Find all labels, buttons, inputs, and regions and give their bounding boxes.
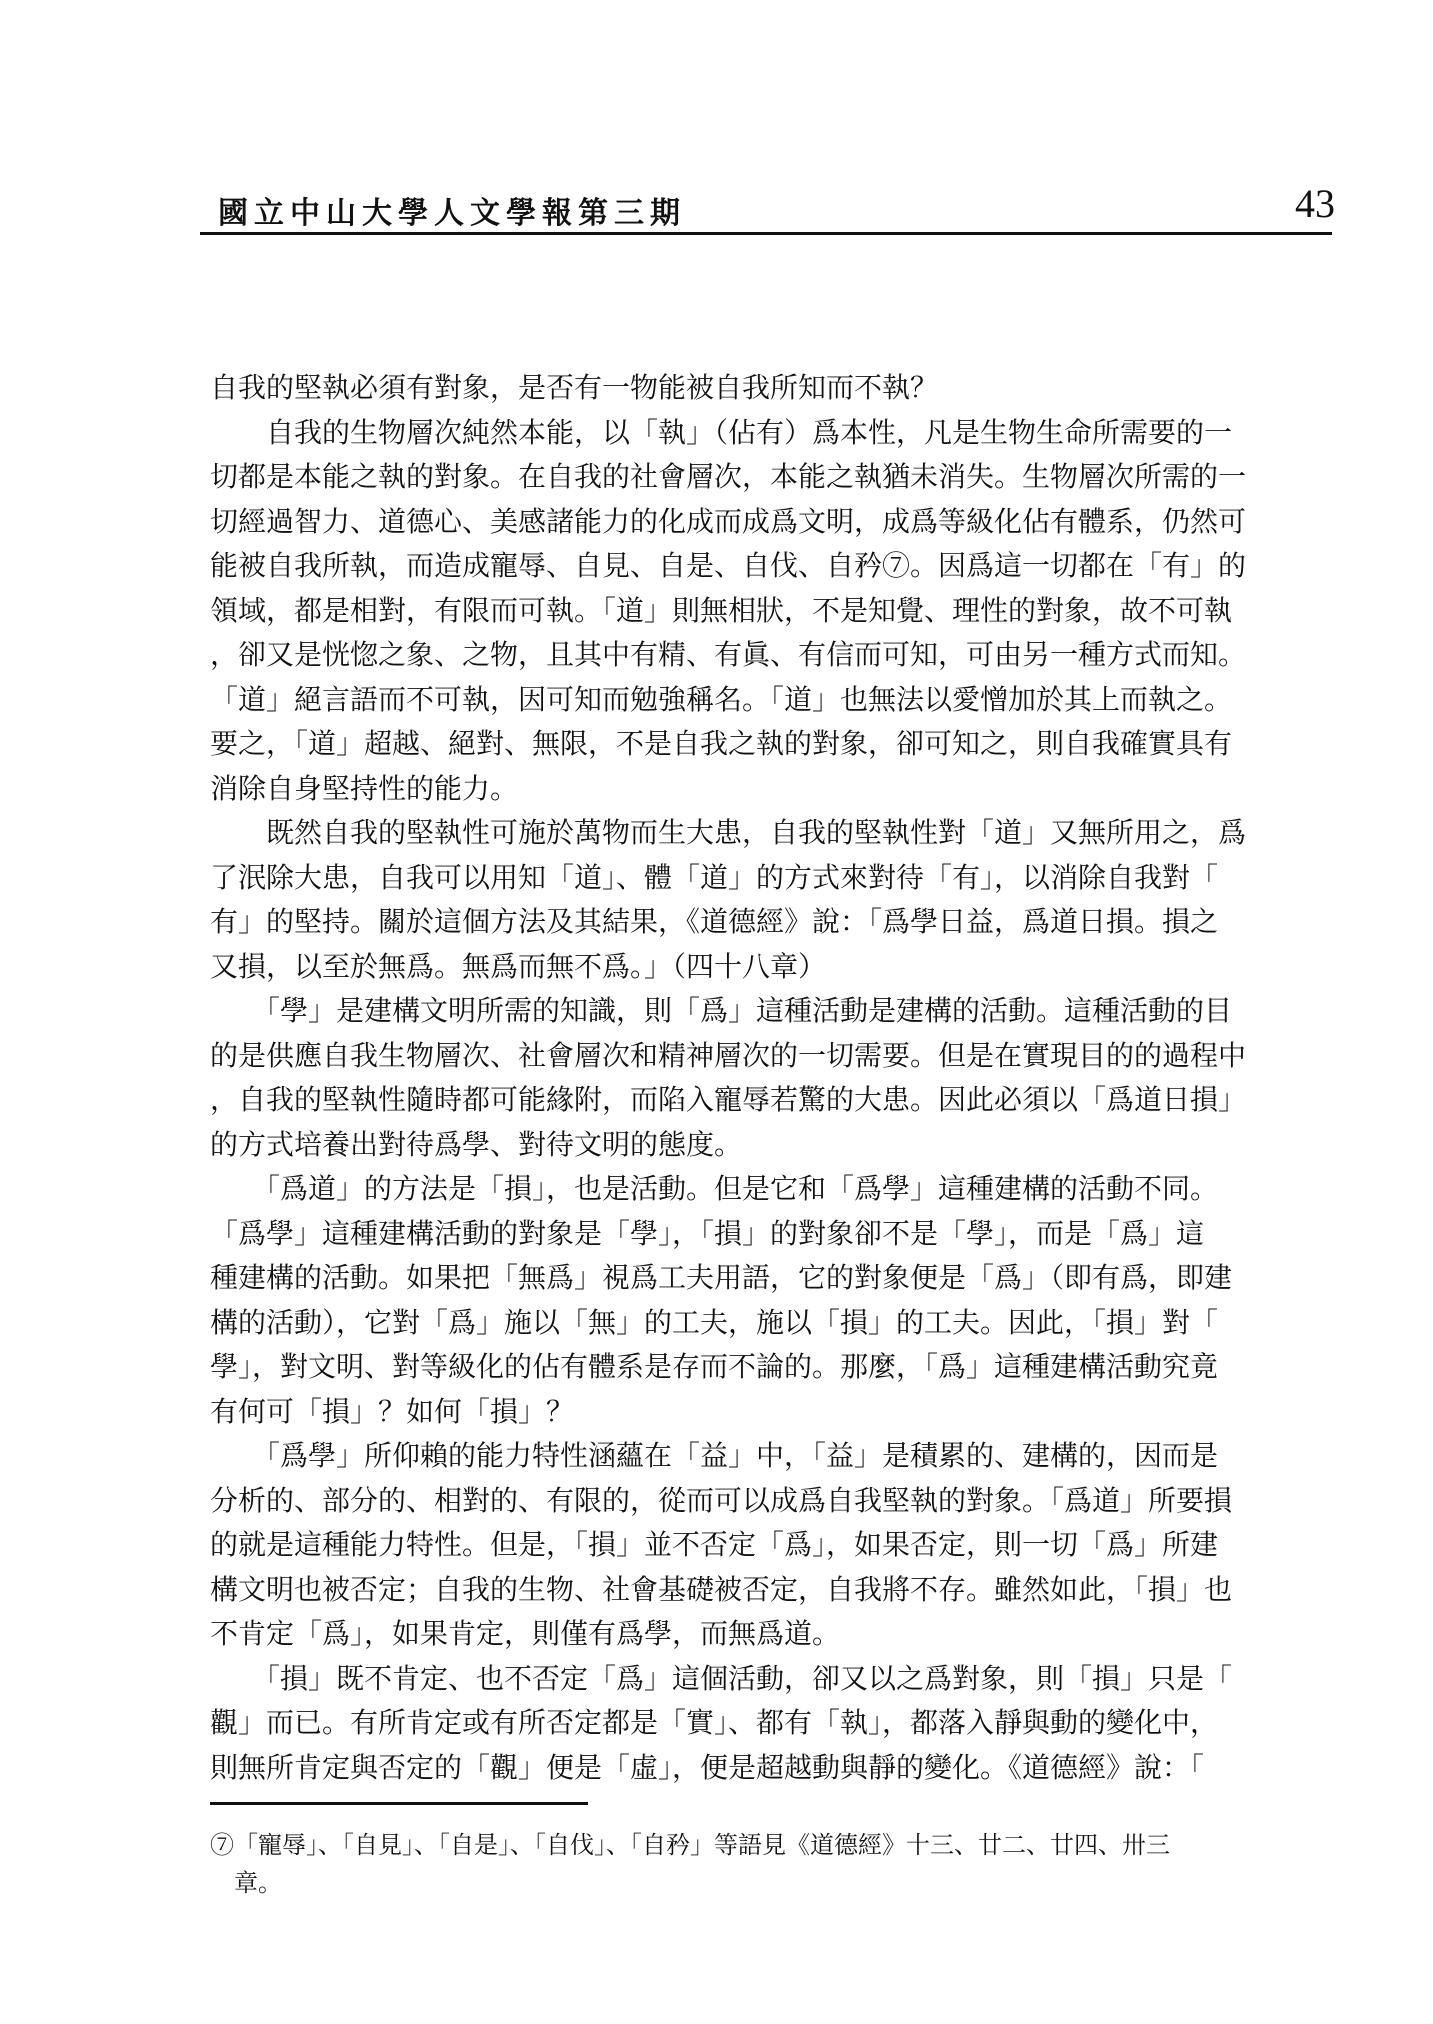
text-line: 了泯除大患，自我可以用知「道」、體「道」的方式來對待「有」，以消除自我對「: [210, 860, 1219, 894]
footnote: [210, 1826, 1322, 1902]
text-line: 的是供應自我生物層次、社會層次和精神層次的一切需要。但是在實現目的的過程中: [210, 1038, 1247, 1072]
journal-title: 國立中山大學人文學報第三期: [218, 196, 686, 231]
text-line: 要之，「道」超越、絕對、無限，不是自我之執的對象，卻可知之，則自我確實具有: [210, 727, 1233, 760]
text-line: ，自我的堅執性隨時都可能緣附，而陷入寵辱若驚的大患。因此必須以「爲道日損」: [210, 1083, 1247, 1116]
text-line: 能被自我所執，而造成寵辱、自見、自是、自伐、自矜⑦。因爲這一切都在「有」的: [210, 549, 1247, 582]
text-line: 自我的生物層次純然本能，以「執」（佔有）爲本性，凡是生物生命所需要的一: [210, 415, 1233, 449]
text-line: 構的活動），它對「爲」施以「無」的工夫，施以「損」的工夫。因此，「損」對「: [210, 1305, 1219, 1339]
text-line: 種建構的活動。如果把「無爲」視爲工夫用語，它的對象便是「爲」（即有爲，即建: [210, 1261, 1233, 1294]
running-header: [210, 181, 1335, 234]
text-line: 切都是本能之執的對象。在自我的社會層次，本能之執猶未消失。生物層次所需的一: [210, 460, 1247, 493]
footnote-line: 章。: [210, 1869, 282, 1897]
footnote-rule: [210, 1802, 588, 1805]
text-line: 切經過智力、道德心、美感諸能力的化成而成爲文明，成爲等級化佔有體系，仍然可: [210, 504, 1247, 538]
text-line: 「損」既不肯定、也不否定「爲」這個活動，卻又以之爲對象，則「損」只是「: [210, 1661, 1233, 1695]
text-line: 「爲學」所仰賴的能力特性涵蘊在「益」中，「益」是積累的、建構的，因而是: [210, 1439, 1219, 1472]
text-line: 分析的、部分的、相對的、有限的，從而可以成爲自我堅執的對象。「爲道」所要損: [210, 1483, 1233, 1517]
text-line: 有」的堅持。關於這個方法及其結果，《道德經》說：「爲學日益，爲道日損。損之: [210, 905, 1219, 938]
text-line: 則無所肯定與否定的「觀」便是「虛」，便是超越動與靜的變化。《道德經》說：「: [210, 1750, 1205, 1784]
text-line: 消除自身堅持性的能力。: [210, 771, 519, 805]
text-line: 「學」是建構文明所需的知識，則「爲」這種活動是建構的活動。這種活動的目: [210, 994, 1233, 1027]
text-line: 又損，以至於無爲。無爲而無不爲。」（四十八章）: [210, 949, 827, 983]
page-number: 43: [1295, 181, 1335, 226]
text-line: 領域，都是相對，有限而可執。「道」則無相狀，不是知覺、理性的對象，故不可執: [210, 593, 1233, 627]
body-text: [210, 366, 1312, 1790]
text-line: 「爲道」的方法是「損」，也是活動。但是它和「爲學」這種建構的活動不同。: [210, 1172, 1219, 1205]
text-line: 「爲學」這種建構活動的對象是「學」，「損」的對象卻不是「學」，而是「爲」這: [210, 1216, 1205, 1250]
text-line: 「道」絕言語而不可執，因可知而勉強稱名。「道」也無法以愛憎加於其上而執之。: [210, 682, 1233, 716]
header-rule: [200, 232, 1332, 235]
text-line: 觀」而已。有所肯定或有所否定都是「實」、都有「執」，都落入靜與動的變化中，: [210, 1706, 1219, 1739]
footnote-line: ⑦「寵辱」、「自見」、「自是」、「自伐」、「自矜」等語見《道德經》十三、廿二、廿四、卅三: [210, 1831, 1170, 1859]
text-line: 既然自我的堅執性可施於萬物而生大患，自我的堅執性對「道」又無所用之，爲: [210, 816, 1247, 849]
text-line: 的就是這種能力特性。但是，「損」並不否定「爲」，如果否定，則一切「爲」所建: [210, 1528, 1219, 1561]
text-line: 不肯定「爲」，如果肯定，則僅有爲學，而無爲道。: [210, 1617, 841, 1650]
text-line: 學」，對文明、對等級化的佔有體系是存而不論的。那麼，「爲」這種建構活動究竟: [210, 1350, 1219, 1383]
text-line: ，卻又是恍惚之象、之物，且其中有精、有眞、有信而可知，可由另一種方式而知。: [210, 638, 1247, 671]
text-line: 的方式培養出對待爲學、對待文明的態度。: [210, 1127, 743, 1161]
text-line: 構文明也被否定；自我的生物、社會基礎被否定，自我將不存。雖然如此，「損」也: [210, 1572, 1233, 1606]
text-line: 有何可「損」？如何「損」？: [210, 1394, 575, 1428]
text-line: 自我的堅執必須有對象，是否有一物能被自我所知而不執？: [210, 371, 939, 404]
